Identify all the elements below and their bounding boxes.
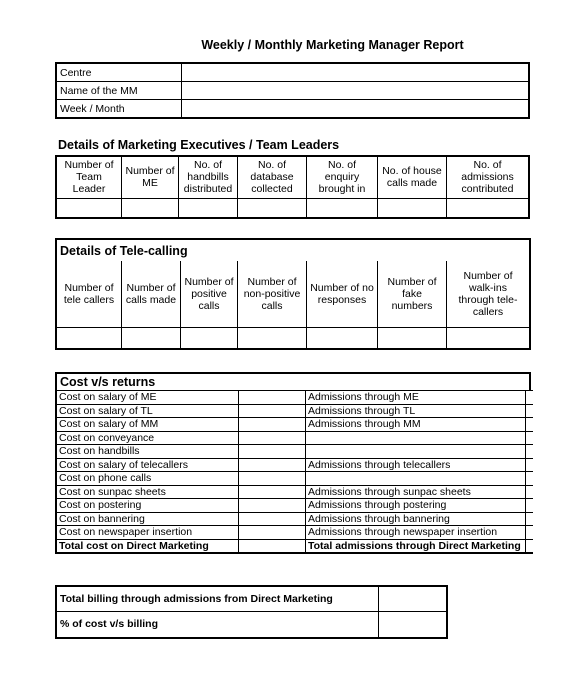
table-row bbox=[56, 485, 533, 499]
table-row bbox=[56, 100, 529, 119]
admissions-label: Admissions through telecallers bbox=[306, 458, 526, 472]
total-row bbox=[56, 539, 533, 553]
summary-table bbox=[55, 585, 448, 639]
report-title: Weekly / Monthly Marketing Manager Report bbox=[201, 38, 464, 52]
admissions-label bbox=[306, 445, 526, 459]
column-header: Number of calls made bbox=[122, 261, 181, 327]
info-value-cell[interactable] bbox=[182, 82, 530, 100]
admissions-value-cell[interactable] bbox=[526, 391, 534, 405]
admissions-label: Admissions through postering bbox=[306, 499, 526, 513]
cost-label: Cost on postering bbox=[56, 499, 239, 513]
table-row bbox=[56, 445, 533, 459]
summary-value-cell[interactable] bbox=[379, 612, 448, 638]
column-header: Number of ME bbox=[122, 156, 179, 198]
summary-label: Total billing through admissions from Direct Marketing bbox=[56, 586, 379, 612]
admissions-label bbox=[306, 431, 526, 445]
admissions-value-cell[interactable] bbox=[526, 404, 534, 418]
admissions-label: Admissions through MM bbox=[306, 418, 526, 432]
column-header: Number of fake numbers bbox=[378, 261, 447, 327]
cost-value-cell[interactable] bbox=[239, 458, 306, 472]
table-row bbox=[56, 499, 533, 513]
executives-heading: Details of Marketing Executives / Team Leaders bbox=[58, 138, 340, 152]
cost-label: Cost on salary of ME bbox=[56, 391, 239, 405]
table-row bbox=[56, 198, 529, 218]
info-value-cell[interactable] bbox=[182, 63, 530, 82]
cost-value-cell[interactable] bbox=[239, 512, 306, 526]
admissions-value-cell[interactable] bbox=[526, 512, 534, 526]
cost-label: Cost on newspaper insertion bbox=[56, 526, 239, 540]
executives-table bbox=[55, 155, 530, 219]
table-row bbox=[56, 526, 533, 540]
cost-heading-box bbox=[55, 372, 531, 390]
admissions-label: Admissions through ME bbox=[306, 391, 526, 405]
table-row bbox=[56, 418, 533, 432]
column-header: No. of database collected bbox=[238, 156, 307, 198]
data-cell[interactable] bbox=[378, 198, 447, 218]
column-header: No. of enquiry brought in bbox=[307, 156, 378, 198]
admissions-value-cell[interactable] bbox=[526, 526, 534, 540]
data-cell[interactable] bbox=[447, 198, 530, 218]
column-header: Number of Team Leader bbox=[56, 156, 122, 198]
table-row bbox=[56, 391, 533, 405]
table-row bbox=[56, 458, 533, 472]
admissions-label: Admissions through bannering bbox=[306, 512, 526, 526]
column-header: No. of house calls made bbox=[378, 156, 447, 198]
cost-value-cell[interactable] bbox=[239, 445, 306, 459]
table-row bbox=[56, 512, 533, 526]
cost-label: Cost on salary of TL bbox=[56, 404, 239, 418]
cost-label: Cost on sunpac sheets bbox=[56, 485, 239, 499]
info-value-cell[interactable] bbox=[182, 100, 530, 119]
data-cell[interactable] bbox=[56, 327, 122, 349]
cost-value-cell[interactable] bbox=[239, 526, 306, 540]
cost-value-cell[interactable] bbox=[239, 418, 306, 432]
table-header-row bbox=[56, 261, 530, 327]
table-title-row bbox=[56, 239, 530, 261]
info-label: Name of the MM bbox=[56, 82, 182, 100]
cost-value-cell[interactable] bbox=[239, 472, 306, 486]
cost-label: Cost on conveyance bbox=[56, 431, 239, 445]
column-header: No. of admissions contributed bbox=[447, 156, 530, 198]
cost-label: Cost on phone calls bbox=[56, 472, 239, 486]
data-cell[interactable] bbox=[181, 327, 238, 349]
admissions-label: Admissions through sunpac sheets bbox=[306, 485, 526, 499]
column-header: No. of handbills distributed bbox=[179, 156, 238, 198]
table-row bbox=[56, 586, 447, 612]
data-cell[interactable] bbox=[238, 327, 307, 349]
data-cell[interactable] bbox=[238, 198, 307, 218]
info-label: Centre bbox=[56, 63, 182, 82]
summary-value-cell[interactable] bbox=[379, 586, 448, 612]
table-row bbox=[56, 63, 529, 82]
cost-value-cell[interactable] bbox=[239, 404, 306, 418]
telecalling-heading: Details of Tele-calling bbox=[56, 239, 530, 261]
cost-heading: Cost v/s returns bbox=[60, 375, 156, 389]
column-header: Number of no responses bbox=[307, 261, 378, 327]
admissions-value-cell[interactable] bbox=[526, 418, 534, 432]
total-admissions-label: Total admissions through Direct Marketing bbox=[306, 539, 526, 553]
data-cell[interactable] bbox=[307, 198, 378, 218]
admissions-label bbox=[306, 472, 526, 486]
info-label: Week / Month bbox=[56, 100, 182, 119]
admissions-label: Admissions through newspaper insertion bbox=[306, 526, 526, 540]
cost-label: Cost on salary of MM bbox=[56, 418, 239, 432]
table-header-row bbox=[56, 156, 529, 198]
cost-label: Cost on bannering bbox=[56, 512, 239, 526]
cost-value-cell[interactable] bbox=[239, 431, 306, 445]
total-cost-value-cell[interactable] bbox=[239, 539, 306, 553]
data-cell[interactable] bbox=[122, 198, 179, 218]
cost-label: Cost on handbills bbox=[56, 445, 239, 459]
telecalling-table bbox=[55, 238, 531, 350]
admissions-value-cell[interactable] bbox=[526, 445, 534, 459]
admissions-value-cell[interactable] bbox=[526, 472, 534, 486]
admissions-label: Admissions through TL bbox=[306, 404, 526, 418]
admissions-value-cell[interactable] bbox=[526, 485, 534, 499]
cost-label: Cost on salary of telecallers bbox=[56, 458, 239, 472]
info-table bbox=[55, 62, 530, 119]
column-header: Number of walk-ins through tele-callers bbox=[447, 261, 531, 327]
data-cell[interactable] bbox=[447, 327, 531, 349]
column-header: Number of positive calls bbox=[181, 261, 238, 327]
summary-label: % of cost v/s billing bbox=[56, 612, 379, 638]
data-cell[interactable] bbox=[122, 327, 181, 349]
data-cell[interactable] bbox=[378, 327, 447, 349]
table-row bbox=[56, 327, 530, 349]
admissions-value-cell[interactable] bbox=[526, 499, 534, 513]
cost-table bbox=[55, 390, 533, 554]
table-row bbox=[56, 612, 447, 638]
table-row bbox=[56, 472, 533, 486]
cost-value-cell[interactable] bbox=[239, 499, 306, 513]
column-header: Number of non-positive calls bbox=[238, 261, 307, 327]
admissions-value-cell[interactable] bbox=[526, 431, 534, 445]
data-cell[interactable] bbox=[179, 198, 238, 218]
total-cost-label: Total cost on Direct Marketing bbox=[56, 539, 239, 553]
cost-value-cell[interactable] bbox=[239, 391, 306, 405]
total-admissions-value-cell[interactable] bbox=[526, 539, 534, 553]
admissions-value-cell[interactable] bbox=[526, 458, 534, 472]
data-cell[interactable] bbox=[307, 327, 378, 349]
table-row bbox=[56, 404, 533, 418]
cost-value-cell[interactable] bbox=[239, 485, 306, 499]
column-header: Number of tele callers bbox=[56, 261, 122, 327]
data-cell[interactable] bbox=[56, 198, 122, 218]
table-row bbox=[56, 82, 529, 100]
table-row bbox=[56, 431, 533, 445]
